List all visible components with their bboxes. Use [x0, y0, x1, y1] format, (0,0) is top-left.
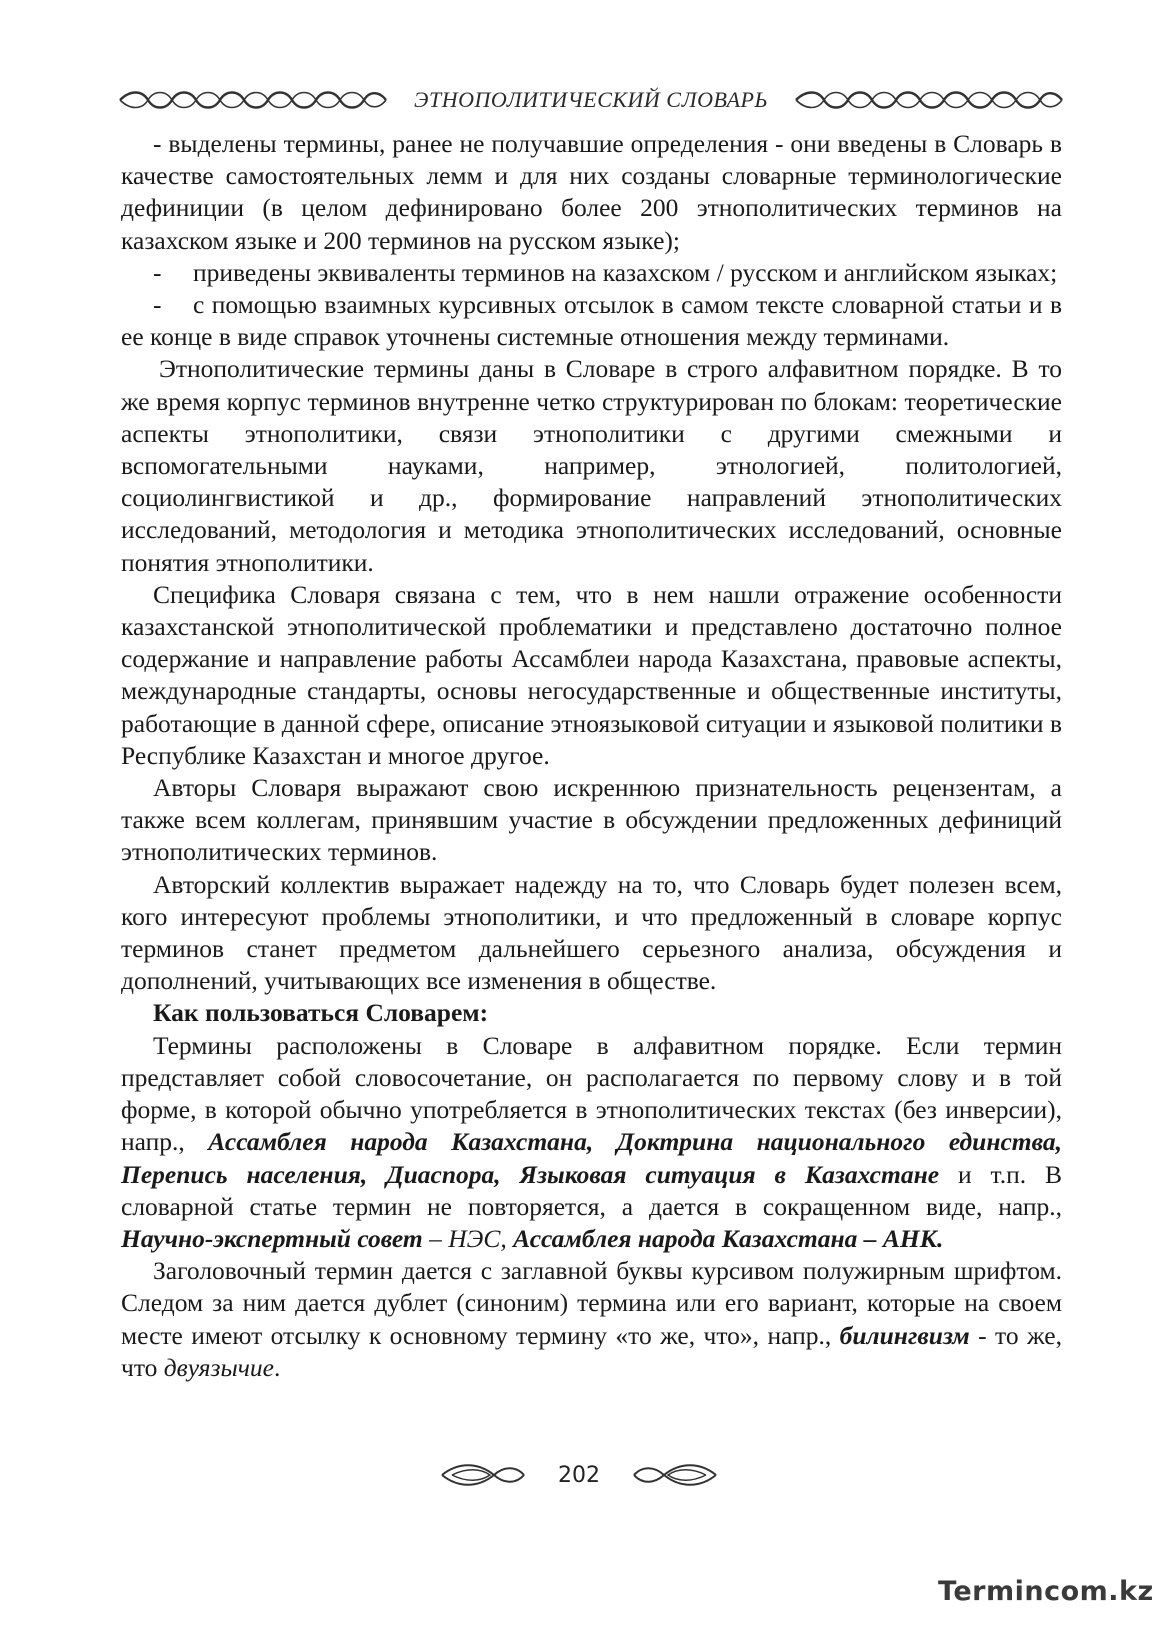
list-item-text: приведены эквиваленты терминов на казахском / русском и английском языках; [193, 257, 1058, 287]
term-example: билингвизм [839, 1320, 970, 1350]
list-item-text: с помощью взаимных курсивных отсылок в самом тексте словарной статьи и в ее конце в виде справок уточнены системные отношения между терминами. [121, 290, 1062, 352]
text-run: Заголовочный термин дается с заглавной буквы курсивом полужирным шрифтом. Следом за ним дается дублет (синоним) термина или его вариант, которые на своем месте имеют отсылку к основному термину «то же, что», напр., [121, 1256, 1062, 1350]
dash-marker: - [153, 290, 162, 320]
flourish-right-icon [630, 1460, 720, 1490]
dash-marker: - [153, 257, 162, 287]
text-run: . [273, 1352, 281, 1382]
text-run: Термины расположены в Словаре в алфавитном порядке. Если термин представляет собой словосочетание, он располагается по первому слову и в той форме, в которой обычно употребляется в этнополитических текстах (без инверсии), напр., [121, 1030, 1062, 1157]
text-run: и т.п. В словарной статье термин не повторяется, а дается в сокращенном виде, напр., [121, 1159, 1063, 1221]
page-footer [0, 1455, 1158, 1495]
list-item-dash-2 [121, 257, 1062, 289]
paragraph-headword [121, 1255, 1062, 1384]
text-run: – [422, 1223, 449, 1253]
paragraph-specifics: Специфика Словаря связана с тем, что в нем нашли отражение особенности казахстанской этнополитической проблематики и представлено достаточно полное содержание и направление работы Ассамблеи народа Казахстана, правовые аспекты, международные стандарты, основы негосударственные и общественные институты, работающие в данной сфере, описание этноязыковой ситуации и языковой политики в Республике Казахстан и многое другое. [121, 579, 1062, 770]
paragraph-term-order [121, 1030, 1062, 1255]
page-number: 202 [558, 1462, 600, 1488]
abbreviation-example: НЭС, [448, 1223, 507, 1253]
term-example: Ассамблея народа Казахстана – АНК. [513, 1223, 944, 1253]
term-examples: Ассамблея народа Казахстана, Доктрина национального единства, Перепись населения, Диаспора, Языковая ситуация в Казахстане [121, 1127, 1062, 1189]
paragraph-hope: Авторский коллектив выражает надежду на то, что Словарь будет полезен всем, кого интересуют проблемы этнополитики, и что предложенный в словаре корпус терминов станет предметом дальнейшего серьезного анализа, обсуждения и дополнений, учитывающих все изменения в обществе. [121, 869, 1062, 996]
paragraph-acknowledgements: Авторы Словаря выражают свою искреннюю признательность рецензентам, а также всем коллегам, принявшим участие в обсуждении предложенных дефиниций этнополитических терминов. [121, 773, 1062, 867]
list-item-dash-3 [121, 289, 1062, 353]
cross-reference: двуязычие [163, 1352, 274, 1382]
running-header [118, 84, 1064, 116]
ornament-right [794, 88, 1064, 112]
watermark-logo: Termincom.kz [938, 1576, 1154, 1607]
list-item-dash-1: - выделены термины, ранее не получавшие определения - они введены в Словарь в качестве самостоятельных лемм и для них созданы словарные терминологические дефиниции (в целом дефинировано более 200 этнополитических терминов на казахском языке и 200 терминов на русском языке); [121, 129, 1062, 255]
header-title: ЭТНОПОЛИТИЧЕСКИЙ СЛОВАРЬ [414, 87, 768, 112]
ornament-left [118, 88, 388, 112]
paragraph-alphabetical-order: Этнополитические термины даны в Словаре в строго алфавитном порядке. В то же время корпус терминов внутренне четко структурирован по блокам: теоретические аспекты этнополитики, связи этнополитики с другими смежными и вспомогательными науками, например, этнологией, политологией, социолингвистикой и др., формирование направлений этнополитических исследований, методология и методика этнополитических исследований, основные понятия этнополитики. [121, 354, 1062, 577]
section-heading: Как пользоваться Словарем: [153, 998, 489, 1028]
text-run: - то же, что [121, 1320, 1062, 1382]
body-text [121, 128, 1062, 1384]
flourish-left-icon [438, 1460, 528, 1490]
term-example: Научно-экспертный совет [121, 1223, 423, 1253]
